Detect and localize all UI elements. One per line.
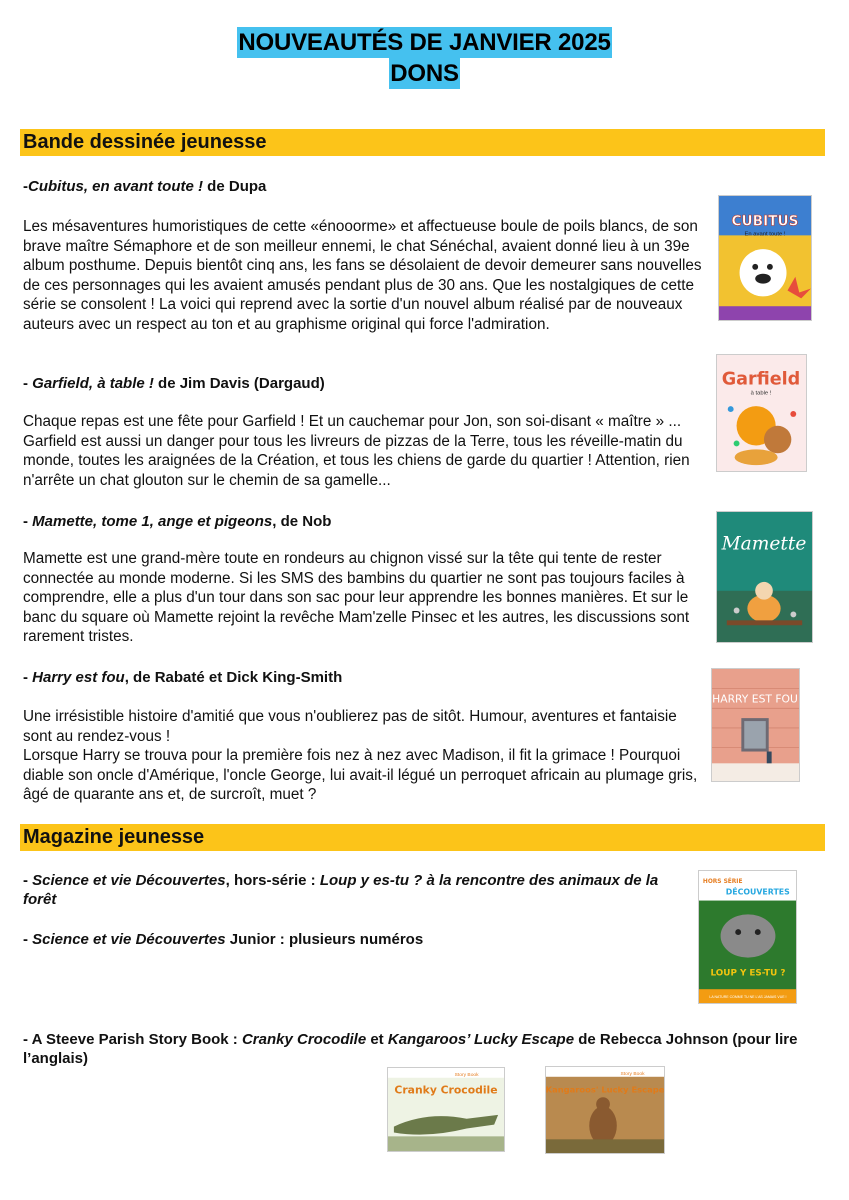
book-heading-garfield: - Garfield, à table ! de Jim Davis (Dargaud) (23, 375, 325, 392)
title-line-1: NOUVEAUTÉS DE JANVIER 2025 (238, 29, 611, 56)
page-title (0, 27, 849, 89)
book-title: Harry est fou (32, 669, 125, 686)
book-heading-mamette: - Mamette, tome 1, ange et pigeons, de Nob (23, 513, 332, 530)
cover-kangaroos-title: Kangaroos' Lucky Escape (546, 1084, 664, 1095)
cover-svd-loup (698, 870, 797, 1004)
cover-cubitus-title: CUBITUS (731, 213, 799, 230)
book-title: Cubitus, en avant toute ! (28, 178, 204, 195)
book-heading-steeve-parish: - A Steeve Parish Story Book : Cranky Crocodile et Kangaroos’ Lucky Escape de Rebecca Johnson (pour lire l’anglais) (23, 1031, 798, 1067)
book-description-garfield: Chaque repas est une fête pour Garfield ! Et un cauchemar pour Jon, son soi-disant « maître » ... Garfield est aussi un danger pour tous les livreurs de pizzas de la Terre, tous les réveille-matin du monde, toutes les araignées de la Création, et tous les chiens de garde du quartier ! Attention, rien n'arrête un chat glouton sur le chemin de sa gamelle... (23, 413, 690, 489)
book-description-harry-1: Une irrésistible histoire d'amitié que vous n'oublierez pas de sitôt. Humour, aventures et fantaisie sont au rendez-vous ! (23, 708, 677, 745)
cover-svd-masthead: DÉCOUVERTES (725, 887, 790, 897)
cover-cranky-title: Cranky Crocodile (394, 1083, 498, 1097)
book-description-harry-2: Lorsque Harry se trouva pour la première fois nez à nez avec Madison, il fit la grimace ! Pourquoi diable son oncle d'Amérique, l'oncle George, lui avait-il légué un perroquet africain au plumage gris, âgé de quarante ans et, de surcroît, muet ? (23, 747, 698, 804)
cover-garfield-subtitle: à table ! (750, 390, 772, 397)
section-header-bd: Bande dessinée jeunesse (20, 129, 825, 156)
section-header-magazine: Magazine jeunesse (20, 824, 825, 851)
book-description-cubitus: Les mésaventures humoristiques de cette «énooorme» et affectueuse boule de poils blancs, de son brave maître Sémaphore et de son meilleur ennemi, le chat Sénéchal, avaient donné lieu à un 39e album posthume. Depuis bientôt cinq ans, les fans se désolaient de devoir demeurer sans nouvelles de ces personnages qui les avaient amusés pendant plus de 30 ans. Que les nostalgiques de cette série se consolent ! La voici qui reprend avec la sortie d'un nouvel album réalisé par de nouveaux auteurs avec un respect au ton et au graphisme original qui force l'admiration. (23, 218, 702, 333)
cover-series-tag: Story Book (620, 1071, 645, 1077)
title-line-2: DONS (390, 60, 459, 87)
magazine-title: Science et vie Découvertes (32, 931, 226, 948)
cover-svd-badge: HORS SÉRIE (702, 878, 743, 885)
cover-series-tag: Story Book (454, 1072, 479, 1078)
book-description-mamette: Mamette est une grand-mère toute en rondeurs au chignon vissé sur la tête qui tente de rester connectée au monde moderne. Si les SMS des bambins du quartier ne sont pas toujours faciles à comprendre, elle a plus d'un tour dans son sac pour leur apprendre les bonnes manières. Et sur le banc du square où Mamette rejoint la revêche Mam'zelle Pinsec et les autres, les discussions sont rarement tristes. (23, 550, 690, 646)
cover-cubitus (718, 195, 812, 321)
cover-harry-title: HARRY EST FOU (712, 692, 798, 706)
book-heading-harry: - Harry est fou, de Rabaté et Dick King-Smith (23, 669, 343, 686)
cover-mamette-title: Mamette (721, 533, 807, 555)
cover-garfield-title: Garfield (721, 369, 801, 390)
cover-svd-footer: LA NATURE COMME TU NE L'AS JAMAIS VUE ! (709, 995, 787, 1000)
magazine-issue-title: Loup y es-tu ? à la rencontre des animaux de la forêt (23, 872, 659, 908)
book-title-1: Cranky Crocodile (241, 1031, 367, 1048)
cover-cubitus-subtitle: En avant toute ! (744, 231, 786, 238)
cover-cranky-crocodile (387, 1067, 505, 1152)
magazine-heading-svd-hors-serie: - Science et vie Découvertes, hors-série : Loup y es-tu ? à la rencontre des animaux de la forêt (23, 872, 659, 908)
book-title-2: Kangaroos’ Lucky Escape (387, 1031, 575, 1048)
cover-kangaroos-lucky-escape (545, 1066, 665, 1154)
cover-garfield (716, 354, 807, 472)
cover-harry (711, 668, 800, 782)
magazine-title: Science et vie Découvertes (32, 872, 226, 889)
book-title: Garfield, à table ! (32, 375, 154, 392)
cover-mamette (716, 511, 813, 643)
cover-svd-headline: LOUP Y ES-TU ? (710, 968, 786, 979)
book-title: Mamette, tome 1, ange et pigeons (32, 513, 273, 530)
magazine-heading-svd-junior: - Science et vie Découvertes Junior : plusieurs numéros (23, 931, 424, 948)
book-heading-cubitus: -Cubitus, en avant toute ! de Dupa (23, 178, 267, 195)
